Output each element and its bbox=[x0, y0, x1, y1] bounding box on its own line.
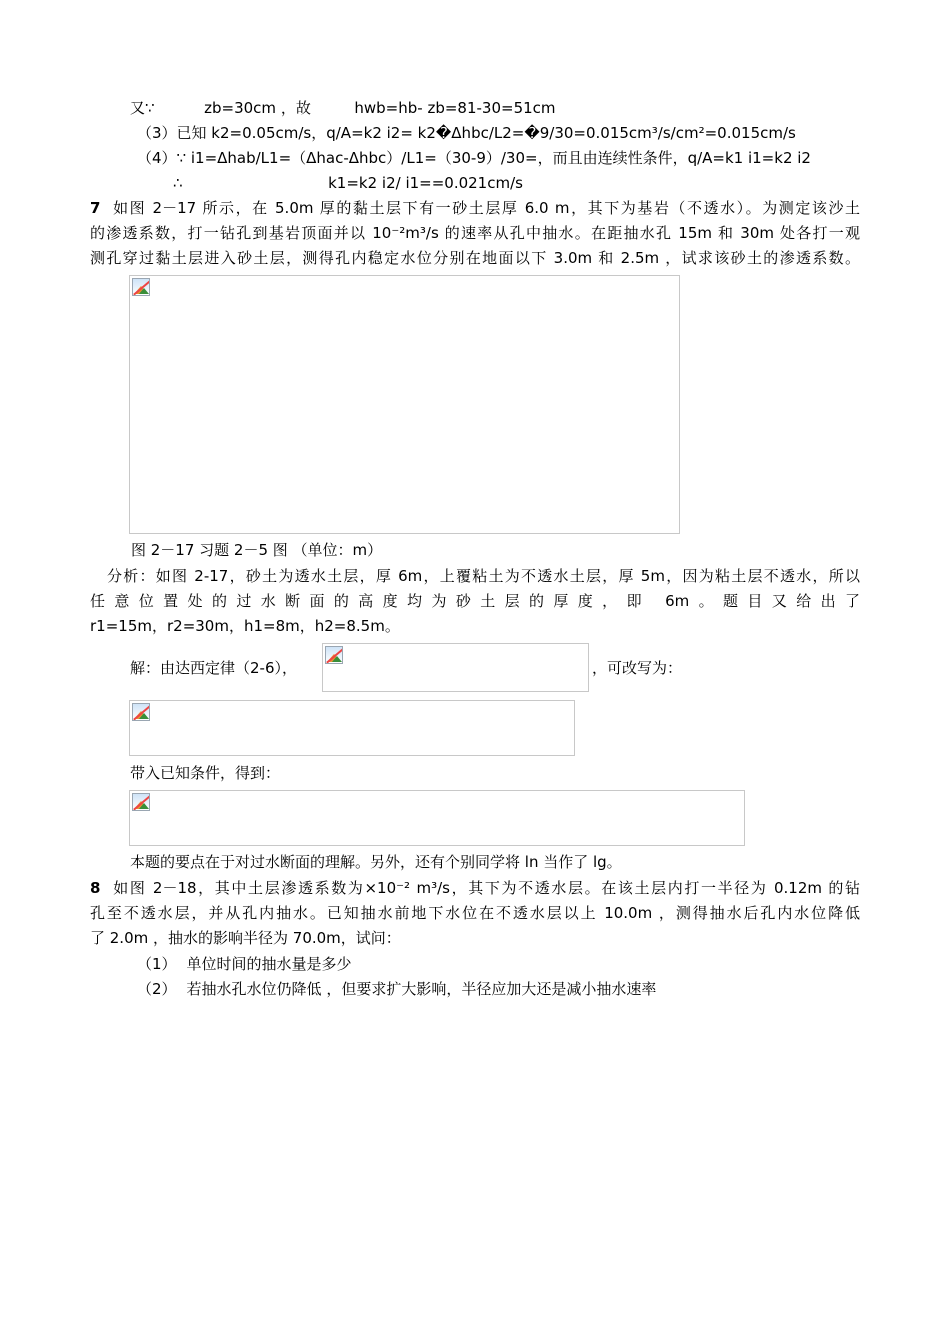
analysis-line-2: 任意位置处的过水断面的高度均为砂土层的厚度，即 6m。题目又给出了 bbox=[90, 592, 860, 610]
prev-line-1-hwb: hwb=hb- zb=81-30=51cm bbox=[354, 99, 556, 117]
rewritten-formula-image bbox=[129, 700, 575, 756]
item-1-text: 单位时间的抽水量是多少 bbox=[186, 955, 352, 973]
analysis-line-1: 分析：如图 2-17，砂土为透水土层，厚 6m，上覆粘土为不透水土层，厚 5m，因为粘土层不透水，所以 bbox=[107, 567, 860, 585]
broken-image-icon bbox=[132, 703, 150, 721]
problem-8-item-1 bbox=[137, 953, 352, 975]
prev-line-4-lead: ∴ bbox=[173, 174, 183, 192]
problem-8-line-2: 孔至不透水层，并从孔内抽水。已知抽水前地下水位在不透水层以上 10.0m ，测得抽水后孔内水位降低 bbox=[90, 904, 860, 922]
prev-line-4 bbox=[173, 172, 523, 194]
prev-line-1 bbox=[130, 97, 556, 119]
broken-image-icon bbox=[132, 793, 150, 811]
problem-7-line-1 bbox=[90, 196, 860, 221]
darcy-formula-image bbox=[322, 643, 589, 692]
prev-line-1-zb: zb=30cm bbox=[204, 99, 277, 117]
problem-8-line-3: 了 2.0m ，抽水的影响半径为 70.0m，试问： bbox=[90, 929, 401, 947]
item-2-label: （2） bbox=[137, 980, 177, 998]
prev-line-4-formula: k1=k2 i2/ i1==0.021cm/s bbox=[328, 174, 523, 192]
substitute-text: 带入已知条件，得到： bbox=[130, 764, 281, 782]
prev-line-1-lead: 又∵ bbox=[130, 99, 155, 117]
problem-8-text-1: 如图 2－18，其中土层渗透系数为×10⁻² m³/s，其下为不透水层。在该土层内打一半径为 0.12m 的钻 bbox=[113, 879, 861, 897]
remark-text: 本题的要点在于对过水断面的理解。另外，还有个别同学将 ln 当作了 lg。 bbox=[130, 853, 622, 871]
problem-7-number: 7 bbox=[90, 199, 101, 217]
prev-line-2: （3）已知 k2=0.05cm/s，q/A=k2 i2= k2�Δhbc/L2=�9/30=0.015cm³/s/cm²=0.015cm/s bbox=[137, 124, 796, 142]
prev-line-3: （4）∵ i1=Δhab/L1=（Δhac-Δhbc）/L1=（30-9）/30=，而且由连续性条件，q/A=k1 i1=k2 i2 bbox=[137, 149, 811, 167]
item-1-label: （1） bbox=[137, 955, 177, 973]
problem-8-item-2 bbox=[137, 978, 656, 1000]
problem-8-number: 8 bbox=[90, 879, 101, 897]
analysis-line-3: r1=15m，r2=30m，h1=8m，h2=8.5m。 bbox=[90, 617, 400, 635]
problem-7 bbox=[90, 196, 860, 271]
solution-lead: 解：由达西定律（2-6）， bbox=[130, 659, 298, 677]
analysis bbox=[90, 564, 860, 639]
broken-image-icon bbox=[132, 278, 150, 296]
prev-line-1-sep: ，故 bbox=[280, 99, 311, 117]
problem-8 bbox=[90, 876, 860, 951]
problem-8-line-1 bbox=[90, 876, 860, 901]
item-2-text: 若抽水孔水位仍降低 ，但要求扩大影响，半径应加大还是减小抽水速率 bbox=[186, 980, 657, 998]
problem-7-text-1: 如图 2－17 所示，在 5.0m 厚的黏土层下有一砂土层厚 6.0 m，其下为基岩（不透水）。为测定该沙土 bbox=[113, 199, 860, 217]
solution-tail: ，可改写为： bbox=[592, 659, 683, 677]
problem-7-line-2: 的渗透系数，打一钻孔到基岩顶面并以 10⁻²m³/s 的速率从孔中抽水。在距抽水孔 15m 和 30m 处各打一观 bbox=[90, 224, 860, 242]
result-formula-image bbox=[129, 790, 745, 846]
broken-image-icon bbox=[325, 646, 343, 664]
problem-7-line-3: 测孔穿过黏土层进入砂土层，测得孔内稳定水位分别在地面以下 3.0m 和 2.5m ，试求该砂土的渗透系数。 bbox=[90, 249, 860, 267]
figure-2-17-image bbox=[129, 275, 680, 534]
figure-2-17-caption: 图 2－17 习题 2－5 图 （单位：m） bbox=[131, 541, 383, 559]
